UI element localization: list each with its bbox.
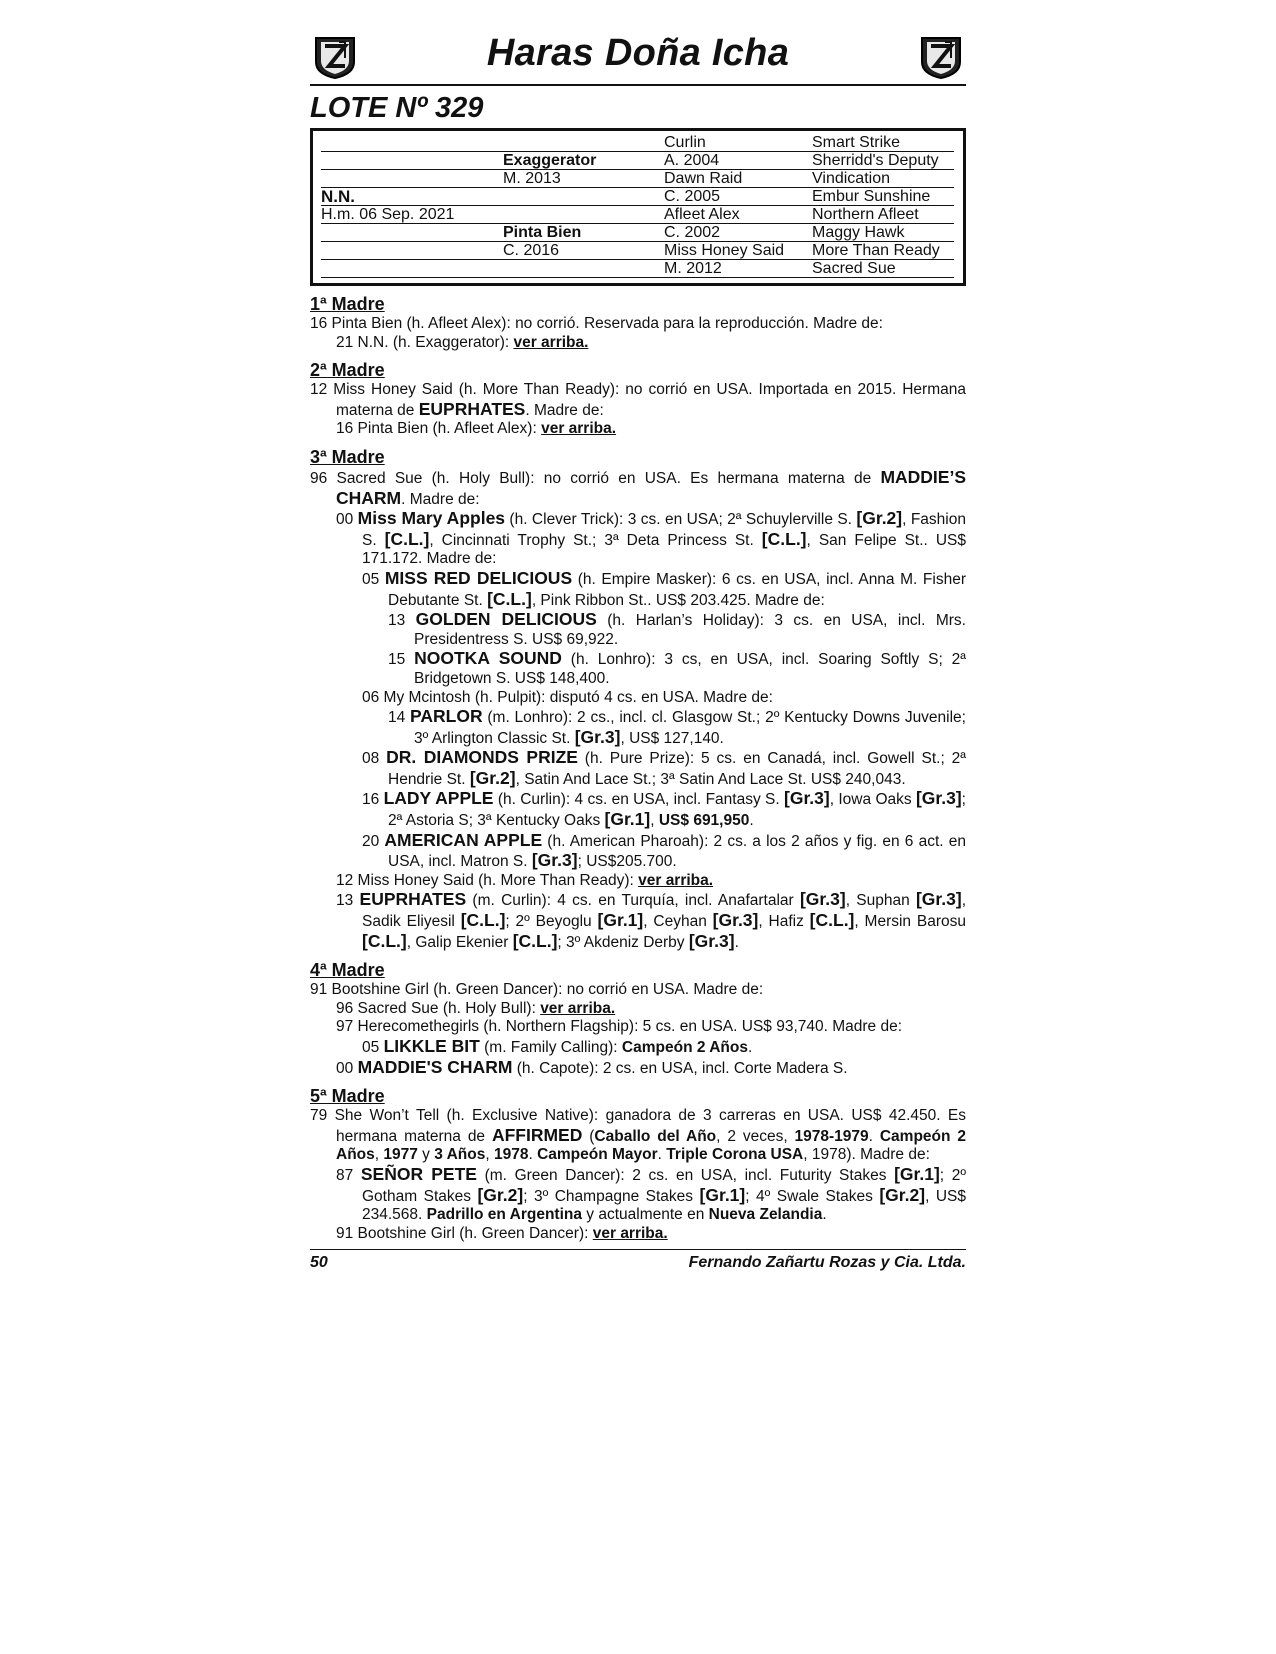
dam-sire-info: C. 2002 (664, 224, 721, 241)
fourth-dam-section (310, 960, 966, 1078)
sire-dam: Dawn Raid (664, 170, 743, 187)
page-footer (310, 1249, 966, 1272)
produce-entry: 15 NOOTKA SOUND (h. Lonhro): 3 cs, en USA, incl. Soaring Softly S; 2ª Bridgetown S. US$ 148,400. (388, 648, 966, 687)
produce-entry: 13 EUPRHATES (m. Curlin): 4 cs. en Turquía, incl. Anafartalar [Gr.3], Suphan [Gr.3], Sadik Eliyesil [C.L.]; 2º Beyoglu [Gr.1], Ceyhan [Gr.3], Hafiz [C.L.], Mersin Barosu [C.L.], Galip Ekenier [C.L.]; 3º Akdeniz Derby [Gr.3]. (336, 889, 966, 951)
lot-number: LOTE Nº 329 (310, 92, 484, 124)
produce-entry: 91 Bootshine Girl (h. Green Dancer): ver arriba. (336, 1224, 668, 1242)
sire: Exaggerator (503, 152, 597, 169)
produce-entry: 16 LADY APPLE (h. Curlin): 4 cs. en USA, incl. Fantasy S. [Gr.3], Iowa Oaks [Gr.3]; 2ª Astoria S; 3ª Kentucky Oaks [Gr.1], US$ 691,950. (362, 788, 966, 830)
sire-info: M. 2013 (503, 170, 561, 187)
produce-entry: 06 My Mcintosh (h. Pulpit): disputó 4 cs. en USA. Madre de: (362, 688, 773, 706)
section-heading: 4ª Madre (310, 960, 385, 981)
see-above-link: ver arriba. (540, 999, 616, 1017)
produce-entry: 13 GOLDEN DELICIOUS (h. Harlan’s Holiday): 3 cs. en USA, incl. Mrs. Presidentress S. US$ 69,922. (388, 609, 966, 648)
produce-entry: 14 PARLOR (m. Lonhro): 2 cs., incl. cl. Glasgow St.; 2º Kentucky Downs Juvenile; 3º Arlington Classic St. [Gr.3], US$ 127,140. (388, 706, 966, 747)
dam-dam-info: M. 2012 (664, 260, 722, 277)
first-dam-section (310, 294, 966, 352)
dam-entry: 91 Bootshine Girl (h. Green Dancer): no corrió en USA. Madre de: (310, 981, 764, 999)
section-heading: 5ª Madre (310, 1086, 385, 1107)
dam-entry: 96 Sacred Sue (h. Holy Bull): no corrió en USA. Es hermana materna de MADDIE’S CHARM. Madre de: (310, 466, 966, 508)
dam-info: C. 2016 (503, 242, 560, 259)
gen3-3: Vindication (812, 170, 890, 187)
gen3-4: Embur Sunshine (812, 188, 931, 205)
dam: Pinta Bien (503, 224, 582, 241)
produce-entry: 05 MISS RED DELICIOUS (h. Empire Masker): 6 cs. en USA, incl. Anna M. Fisher Debutante St. [C.L.], Pink Ribbon St.. US$ 203.425. Madre de: (362, 567, 966, 609)
page-number: 50 (310, 1254, 328, 1272)
fifth-dam-section (310, 1086, 966, 1243)
produce-entry: 00 MADDIE'S CHARM (h. Capote): 2 cs. en USA, incl. Corte Madera S. (336, 1056, 848, 1077)
horse-info: H.m. 06 Sep. 2021 (321, 206, 455, 223)
produce-entry: 08 DR. DIAMONDS PRIZE (h. Pure Prize): 5 cs. en Canadá, incl. Gowell St.; 2ª Hendrie St. [Gr.2], Satin And Lace St.; 3ª Satin And Lace St. US$ 240,043. (362, 747, 966, 788)
dam-entry: 12 Miss Honey Said (h. More Than Ready): no corrió en USA. Importada en 2015. Hermana materna de EUPRHATES. Madre de: (310, 381, 966, 419)
produce-entry: 96 Sacred Sue (h. Holy Bull): ver arriba. (336, 999, 616, 1017)
produce-entry: 97 Herecomethegirls (h. Northern Flagship): 5 cs. en USA. US$ 93,740. Madre de: (336, 1018, 903, 1036)
dam-entry: 79 She Won’t Tell (h. Exclusive Native): ganadora de 3 carreras en USA. US$ 42.450. Es hermana materna de AFFIRMED (Caballo del Año, 2 veces, 1978-1979. Campeón 2 Años, 1977 y 3 Años, 1978. Campeón Mayor. Triple Corona USA, 1978). Madre de: (310, 1107, 966, 1164)
page-title: Haras Doña Icha (486, 32, 790, 74)
gen3-6: Maggy Hawk (812, 224, 905, 241)
company-name: Fernando Zañartu Rozas y Cia. Ltda. (688, 1254, 966, 1272)
produce-entry: 12 Miss Honey Said (h. More Than Ready): ver arriba. (336, 871, 714, 889)
gen3-8: Sacred Sue (812, 260, 896, 277)
dam-entry: 16 Pinta Bien (h. Afleet Alex): no corrió. Reservada para la reproducción. Madre de: (310, 315, 883, 332)
gen3-1: Smart Strike (812, 134, 901, 151)
see-above-link: ver arriba. (592, 1224, 668, 1242)
produce-entry: 21 N.N. (h. Exaggerator): ver arriba. (336, 333, 589, 351)
page-header (310, 30, 966, 86)
see-above-link: ver arriba. (638, 871, 714, 889)
gen3-2: Sherridd's Deputy (812, 152, 939, 169)
section-heading: 3ª Madre (310, 446, 385, 467)
produce-entry: 16 Pinta Bien (h. Afleet Alex): ver arriba. (336, 420, 617, 438)
third-dam-section (310, 447, 966, 952)
gen3-7: More Than Ready (812, 242, 940, 259)
catalog-page (310, 30, 966, 1272)
horse-name: N.N. (321, 187, 355, 206)
sire-dam-info: C. 2005 (664, 188, 721, 205)
produce-entry: 87 SEÑOR PETE (m. Green Dancer): 2 cs. en USA, incl. Futurity Stakes [Gr.1]; 2º Gotham Stakes [Gr.2]; 3º Champagne Stakes [Gr.1]; 4º Swale Stakes [Gr.2], US$ 234.568. Padrillo en Argentina y actualmente en Nueva Zelandia. (336, 1163, 966, 1224)
see-above-link: ver arriba. (541, 420, 617, 438)
haras-logo-icon (918, 34, 964, 80)
dam-sire: Afleet Alex (664, 206, 740, 223)
see-above-link: ver arriba. (513, 333, 589, 351)
dam-dam: Miss Honey Said (664, 242, 785, 259)
second-dam-section (310, 360, 966, 439)
sire-sire: Curlin (664, 134, 706, 151)
produce-entry: 20 AMERICAN APPLE (h. American Pharoah): 2 cs. a los 2 años y fig. en 6 act. en USA, incl. Matron S. [Gr.3]; US$205.700. (362, 829, 966, 871)
produce-entry: 00 Miss Mary Apples (h. Clever Trick): 3 cs. en USA; 2ª Schuylerville S. [Gr.2], Fashion S. [C.L.], Cincinnati Trophy St.; 3ª Deta Princess St. [C.L.], San Felipe St.. US$ 171.172. Madre de: (336, 508, 966, 568)
section-heading: 1ª Madre (310, 294, 385, 314)
section-heading: 2ª Madre (310, 360, 385, 381)
pedigree-table (310, 128, 966, 286)
gen3-5: Northern Afleet (812, 206, 919, 223)
produce-entry: 05 LIKKLE BIT (m. Family Calling): Campeón 2 Años. (362, 1036, 753, 1056)
sire-sire-info: A. 2004 (664, 152, 720, 169)
